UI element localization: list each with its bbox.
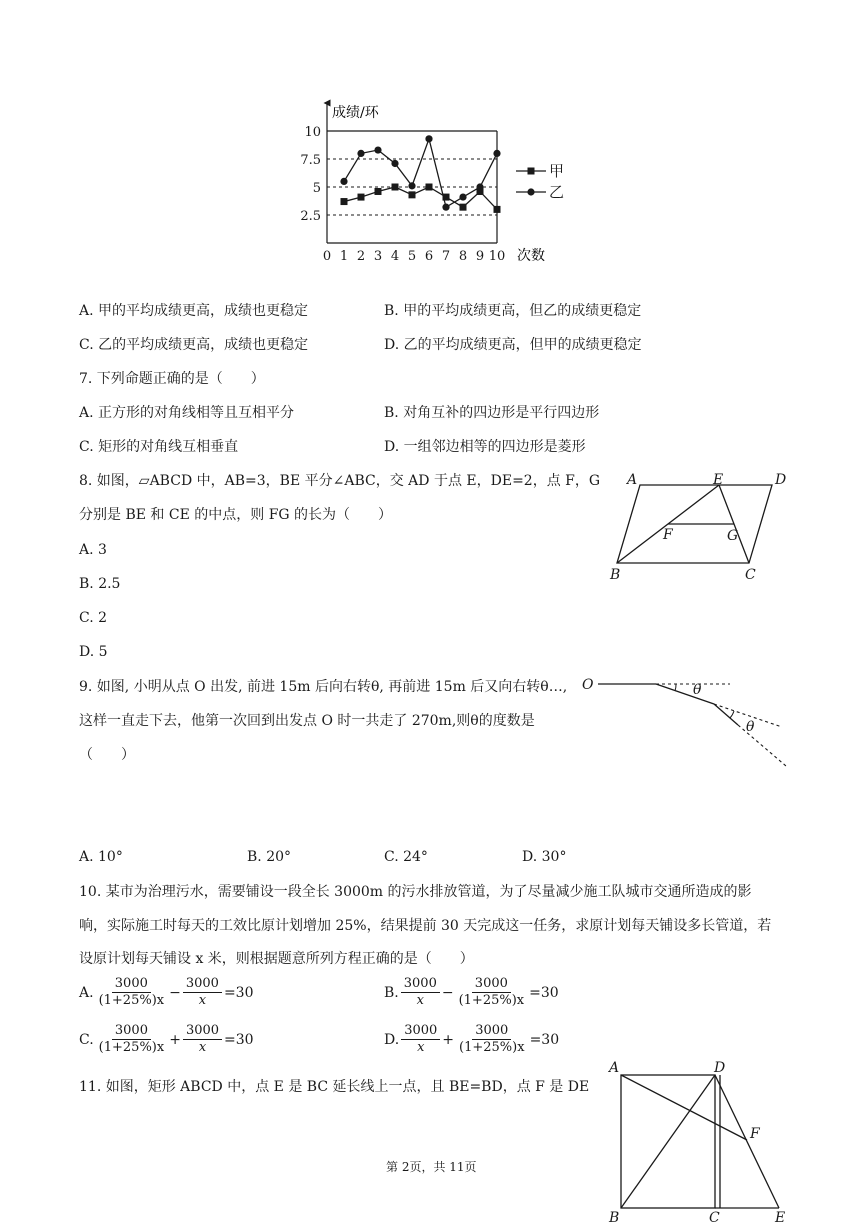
equals-thirty: =30	[529, 1031, 560, 1048]
data-point-square	[392, 184, 399, 191]
x-tick-label: 6	[424, 249, 434, 264]
data-point-circle	[442, 204, 449, 211]
q8-label-a: A	[627, 472, 638, 488]
q11-label-a: A	[609, 1060, 620, 1076]
q8-label-b: B	[610, 567, 621, 583]
data-point-circle	[340, 178, 347, 185]
equals-thirty: =30	[529, 984, 559, 1001]
denominator: (1+25%)x	[98, 1040, 165, 1055]
q10-option-d-label: D.	[384, 1031, 400, 1048]
data-point-circle	[425, 135, 432, 142]
data-point-circle	[459, 193, 466, 200]
q9-stem-line2: 这样一直走下去，他第一次回到出发点 O 时一共走了 270m,则θ的度数是	[79, 713, 535, 729]
numerator: 3000	[183, 976, 222, 993]
q10-option-c-label: C.	[79, 1031, 94, 1048]
q10-option-b	[384, 976, 559, 1009]
x-tick-label: 4	[390, 249, 400, 264]
denominator: x	[417, 1040, 425, 1055]
q11-stem: 11. 如图，矩形 ABCD 中，点 E 是 BC 延长线上一点，且 BE=BD，点 F 是 DE	[79, 1079, 590, 1095]
q11-label-e: E	[775, 1210, 786, 1226]
denominator: x	[198, 1040, 207, 1055]
data-point-square	[341, 198, 348, 205]
legend-label: 乙	[549, 183, 565, 201]
x-tick-label: 8	[458, 249, 468, 264]
q8-stem-line1: 8. 如图，▱ABCD 中，AB=3，BE 平分∠ABC，交 AD 于点 E，DE=2，点 F，G	[79, 473, 601, 489]
x-tick-label: 10	[488, 249, 506, 264]
q10-b-fraction-1	[401, 976, 440, 1009]
q6-option-d: D. 乙的平均成绩更高，但甲的成绩更稳定	[384, 337, 642, 353]
plus-sign: +	[442, 1031, 455, 1048]
q8-label-f: F	[663, 527, 673, 543]
q10-option-b-label: B.	[384, 984, 399, 1001]
denominator: x	[198, 993, 207, 1008]
numerator: 3000	[472, 976, 511, 993]
q11-label-f: F	[750, 1126, 760, 1142]
x-tick-label: 5	[407, 249, 417, 264]
q9-option-d: D. 30°	[522, 849, 567, 865]
plus-sign: +	[169, 1031, 181, 1048]
data-point-square	[409, 191, 416, 198]
q10-a-fraction-1	[96, 976, 168, 1009]
q6-option-a: A. 甲的平均成绩更高，成绩也更稳定	[79, 303, 309, 319]
numerator: 3000	[112, 976, 151, 993]
x-tick-label: 9	[475, 249, 485, 264]
q8-parallelogram-figure	[600, 465, 800, 590]
y-tick-label: 7.5	[300, 153, 321, 168]
y-tick-label: 10	[304, 125, 321, 140]
q9-stem-line1: 9. 如图, 小明从点 O 出发, 前进 15m 后向右转θ, 再前进 15m 后又向右转θ…,	[79, 679, 568, 695]
q10-d-fraction-1	[401, 1023, 440, 1056]
data-point-circle	[476, 183, 483, 190]
q6-option-c: C. 乙的平均成绩更高，成绩也更稳定	[79, 337, 309, 353]
data-point-circle	[391, 160, 398, 167]
q7-option-d: D. 一组邻边相等的四边形是菱形	[384, 439, 586, 455]
equals-thirty: =30	[223, 984, 254, 1001]
q11-label-c: C	[709, 1210, 720, 1226]
q9-path-figure	[575, 670, 795, 775]
q7-option-a: A. 正方形的对角线相等且互相平分	[79, 405, 295, 421]
data-point-square	[426, 184, 433, 191]
denominator: (1+25%)x	[458, 993, 525, 1008]
q7-option-b: B. 对角互补的四边形是平行四边形	[384, 405, 600, 421]
q7-stem: 7. 下列命题正确的是（ ）	[79, 371, 265, 387]
data-point-circle	[493, 150, 500, 157]
numerator: 3000	[183, 1023, 222, 1040]
q10-a-fraction-2	[183, 976, 222, 1009]
q10-c-fraction-2	[183, 1023, 222, 1056]
q10-option-c	[79, 1023, 254, 1056]
q6-option-b: B. 甲的平均成绩更高，但乙的成绩更稳定	[384, 303, 642, 319]
x-tick-label: 3	[373, 249, 383, 264]
x-tick-label: 1	[339, 249, 349, 264]
q8-stem-line2: 分别是 BE 和 CE 的中点，则 FG 的长为（ ）	[79, 507, 393, 523]
q9-option-b: B. 20°	[247, 849, 292, 865]
data-point-square	[375, 188, 382, 195]
q9-option-c: C. 24°	[384, 849, 428, 865]
q10-c-fraction-1	[96, 1023, 168, 1056]
q8-label-d: D	[775, 472, 787, 488]
q9-option-a: A. 10°	[79, 849, 123, 865]
q8-option-d: D. 5	[79, 644, 108, 660]
q8-label-c: C	[745, 567, 756, 583]
q10-stem-line1: 10. 某市为治理污水，需要铺设一段全长 3000m 的污水排放管道，为了尽量减少施工队城市交通所造成的影	[79, 884, 752, 900]
q8-label-e: E	[713, 472, 724, 488]
q10-b-fraction-2	[456, 976, 528, 1009]
chart-xlabel: 次数	[517, 248, 545, 264]
q11-rectangle-figure	[600, 1055, 800, 1227]
denominator: x	[416, 993, 424, 1008]
x-tick-label: 2	[356, 249, 366, 264]
numerator: 3000	[401, 1023, 440, 1040]
q9-label-theta-2: θ	[746, 719, 755, 735]
data-point-circle	[357, 150, 364, 157]
data-point-square	[460, 204, 467, 211]
q10-stem-line3: 设原计划每天铺设 x 米，则根据题意所列方程正确的是（ ）	[79, 951, 474, 967]
q10-option-d	[384, 1023, 559, 1056]
numerator: 3000	[472, 1023, 511, 1040]
x-tick-label: 0	[322, 249, 332, 264]
data-point-square	[358, 194, 365, 201]
legend-marker-circle	[527, 188, 534, 195]
data-point-circle	[408, 182, 415, 189]
numerator: 3000	[112, 1023, 151, 1040]
data-point-square	[494, 206, 501, 213]
q8-option-b: B. 2.5	[79, 576, 121, 592]
equals-thirty: =30	[224, 1031, 254, 1048]
denominator: (1+25%)x	[98, 993, 165, 1008]
page-footer: 第 2页，共 11页	[386, 1160, 477, 1174]
q9-label-o: O	[582, 677, 594, 693]
q9-label-theta-1: θ	[693, 682, 702, 698]
q10-option-a	[79, 976, 253, 1009]
q8-option-a: A. 3	[79, 542, 107, 558]
chart-ylabel: 成绩/环	[332, 105, 379, 121]
q10-option-a-label: A.	[79, 984, 94, 1001]
score-line-chart	[290, 95, 590, 270]
q8-label-g: G	[727, 528, 739, 544]
minus-sign: −	[441, 984, 454, 1001]
q11-label-d: D	[714, 1060, 726, 1076]
q11-label-b: B	[609, 1210, 620, 1226]
y-tick-label: 5	[312, 181, 321, 196]
numerator: 3000	[401, 976, 440, 993]
q10-stem-line2: 响，实际施工时每天的工效比原计划增加 25%，结果提前 30 天完成这一任务，求原计划每天铺设多长管道，若	[79, 918, 772, 934]
data-point-circle	[374, 146, 381, 153]
denominator: (1+25%)x	[459, 1040, 525, 1055]
minus-sign: −	[169, 984, 181, 1001]
q10-d-fraction-2	[456, 1023, 528, 1056]
legend-marker-square	[528, 168, 535, 175]
q7-option-c: C. 矩形的对角线互相垂直	[79, 439, 239, 455]
legend-label: 甲	[549, 162, 565, 180]
y-tick-label: 2.5	[300, 209, 321, 224]
q8-option-c: C. 2	[79, 610, 108, 626]
q9-stem-line3: （ ）	[79, 747, 135, 763]
x-tick-label: 7	[441, 249, 451, 264]
